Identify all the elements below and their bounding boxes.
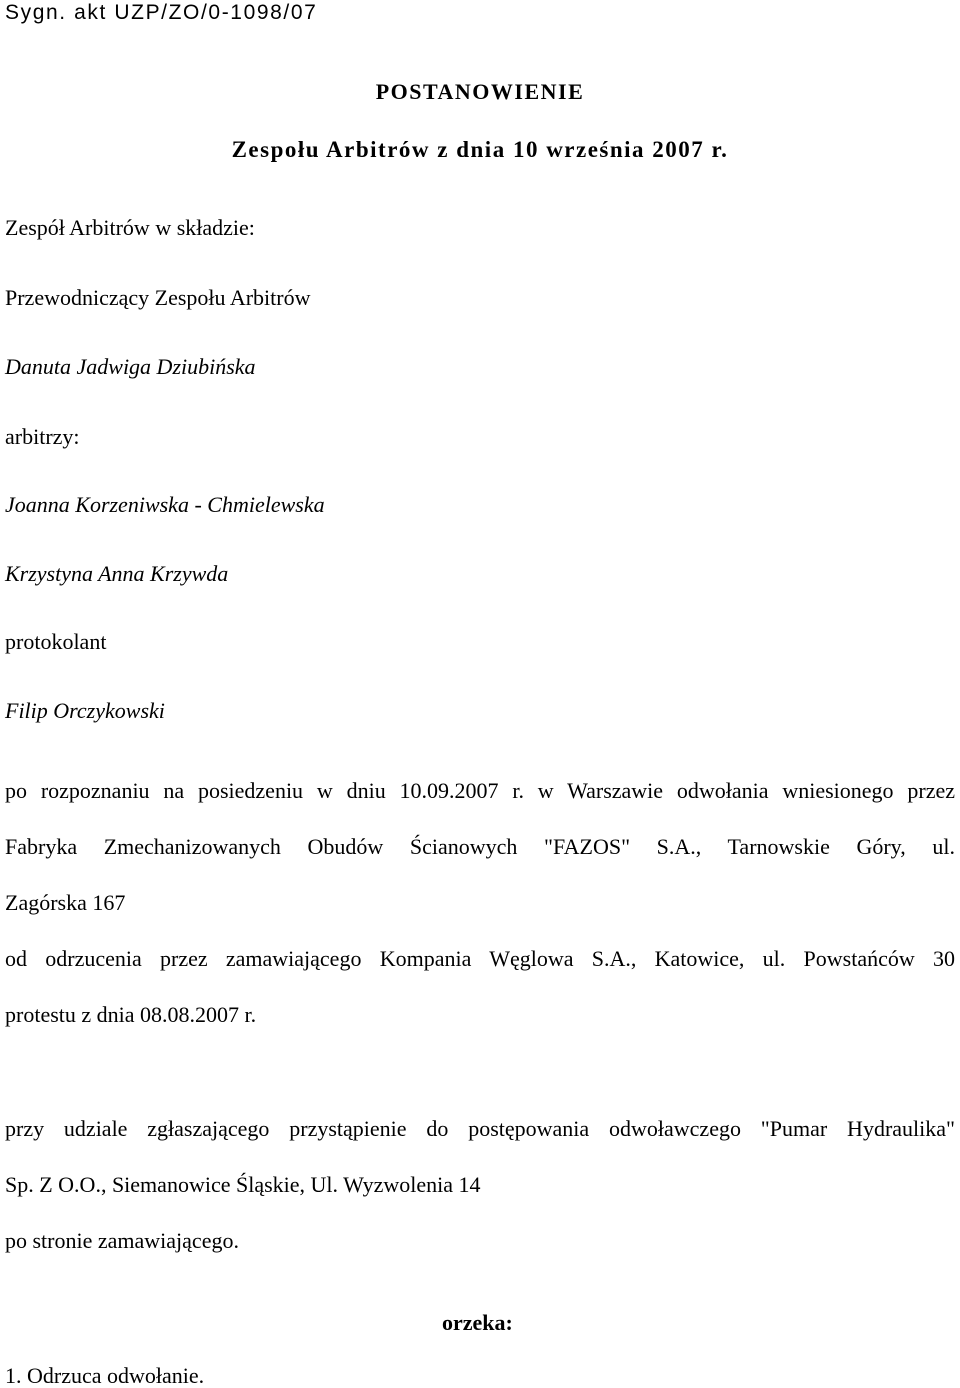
case-signature: Sygn. akt UZP/ZO/0-1098/07 (5, 1, 318, 24)
chair-name: Danuta Jadwiga Dziubińska (5, 354, 256, 379)
document-subtitle: Zespołu Arbitrów z dnia 10 września 2007 r. (231, 137, 729, 162)
hearing-line: Zagórska 167 (5, 890, 126, 915)
participation-line: przy udziale zgłaszającego przystąpienie do postępowania odwoławczego "Pumar Hydraulika" (5, 1116, 955, 1141)
panel-heading: Zespół Arbitrów w składzie: (5, 215, 255, 240)
participation-line: Sp. Z O.O., Siemanowice Śląskie, Ul. Wyzwolenia 14 (5, 1172, 481, 1197)
rejection-line: protestu z dnia 08.08.2007 r. (5, 1002, 257, 1027)
document-title: POSTANOWIENIE (375, 79, 585, 104)
participation-line: po stronie zamawiającego. (5, 1228, 239, 1253)
ruling-item: 1. Odrzuca odwołanie. (5, 1363, 205, 1388)
hearing-line: po rozpoznaniu na posiedzeniu w dniu 10.09.2007 r. w Warszawie odwołania wniesionego przez (5, 778, 955, 803)
clerk-label: protokolant (5, 629, 107, 654)
arbitrator-name: Krzystyna Anna Krzywda (5, 561, 229, 586)
clerk-name: Filip Orczykowski (5, 698, 165, 723)
arbitrator-name: Joanna Korzeniwska - Chmielewska (5, 492, 325, 517)
hearing-line: Fabryka Zmechanizowanych Obudów Ścianowych "FAZOS" S.A., Tarnowskie Góry, ul. (5, 834, 955, 859)
chair-label: Przewodniczący Zespołu Arbitrów (5, 285, 311, 310)
rejection-line: od odrzucenia przez zamawiającego Kompania Węglowa S.A., Katowice, ul. Powstańców 30 (5, 946, 955, 971)
arbitrators-label: arbitrzy: (5, 424, 80, 449)
ruling-label: orzeka: (442, 1310, 513, 1335)
